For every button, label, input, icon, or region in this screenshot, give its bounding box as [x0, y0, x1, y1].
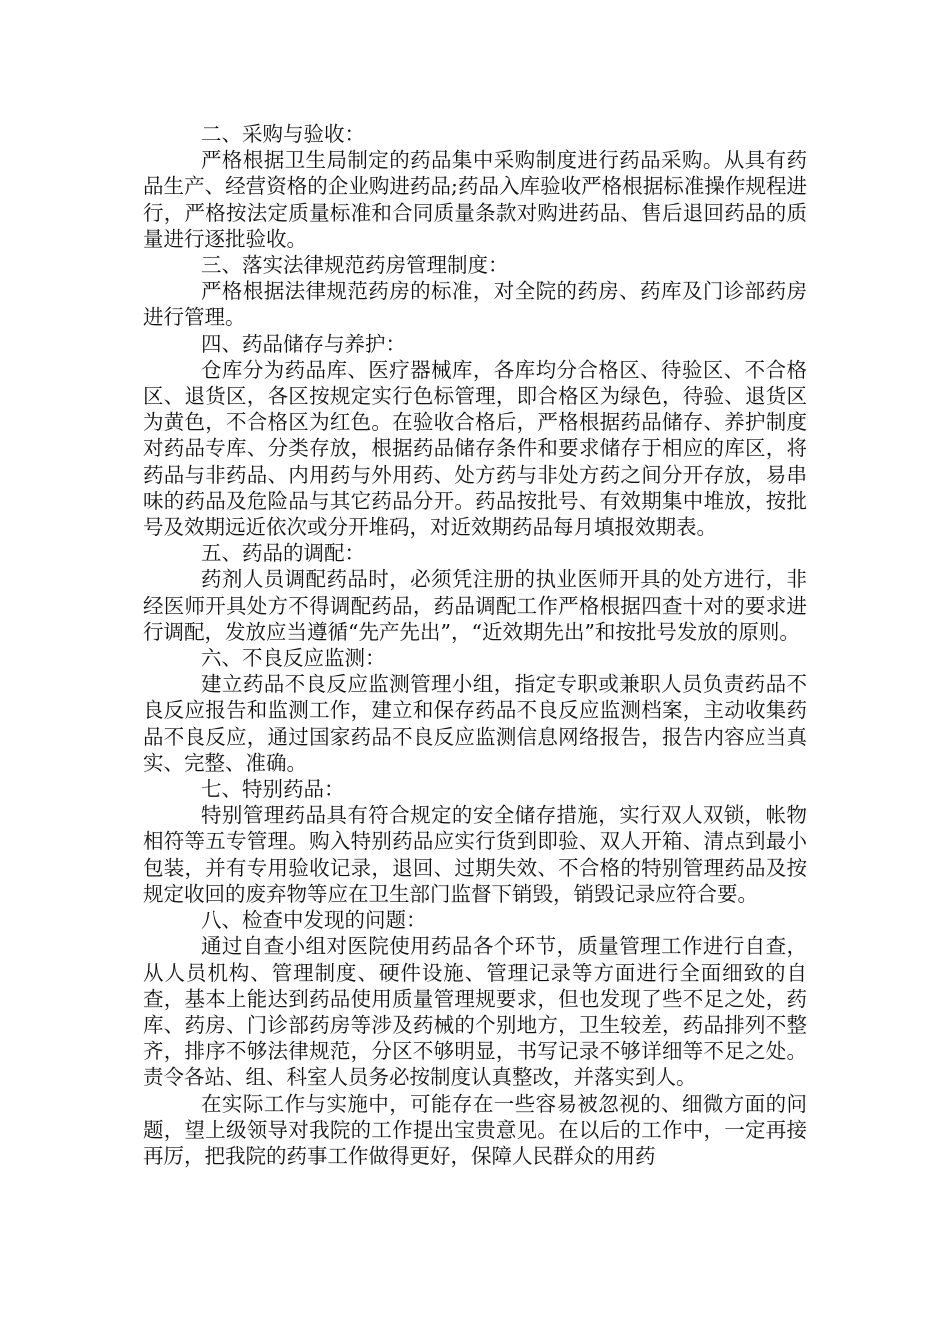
- paragraph-storage: 仓库分为药品库、医疗器械库，各库均分合格区、待验区、不合格区、退货区，各区按规定实行色标管理，即合格区为绿色，待验、退货区为黄色，不合格区为红色。在验收合格后，严格根据药品储存、养护制度对药品专库、分类存放，根据药品储存条件和要求储存于相应的库区，将药品与非药品、内用药与外用药、处方药与非处方药之间分开存放，易串味的药品及危险品与其它药品分开。药品按批号、有效期集中堆放，按批号及效期远近依次或分开堆码，对近效期药品每月填报效期表。: [143, 357, 807, 540]
- section-heading-issues: 八、检查中发现的问题：: [201, 908, 427, 933]
- paragraph-pharmacy-management: 严格根据法律规范药房的标准，对全院的药房、药库及门诊部药房进行管理。: [143, 279, 807, 330]
- section-heading-procurement: 二、采购与验收：: [201, 122, 365, 146]
- paragraph-procurement: 严格根据卫生局制定的药品集中采购制度进行药品采购。从具有药品生产、经营资格的企业购进药品;药品入库验收严格根据标准操作规程进行，严格按法定质量标准和合同质量条款对购进药品、售后退回药品的质量进行逐批验收。: [143, 148, 807, 251]
- paragraph-issues: 通过自查小组对医院使用药品各个环节，质量管理工作进行自查，从人员机构、管理制度、硬件设施、管理记录等方面进行全面细致的自查，基本上能达到药品使用质量管理规要求，但也发现了些不足之处，药库、药房、门诊部药房等涉及药械的个别地方，卫生较差，药品排列不整齐，排序不够法律规范，分区不够明显，书写记录不够详细等不足之处。责令各站、组、科室人员务必按制度认真整改，并落实到人。: [143, 934, 807, 1090]
- paragraph-special-drugs: 特别管理药品具有符合规定的安全储存措施，实行双人双锁，帐物相符等五专管理。购入特别药品应实行货到即验、双人开箱、清点到最小包装，并有专用验收记录，退回、过期失效、不合格的特别管理药品及按规定收回的废弃物等应在卫生部门监督下销毁，销毁记录应符合要。: [143, 803, 807, 906]
- paragraph-adverse-reaction: 建立药品不良反应监测管理小组，指定专职或兼职人员负责药品不良反应报告和监测工作，建立和保存药品不良反应监测档案，主动收集药品不良反应，通过国家药品不良反应监测信息网络报告，报告内容应当真实、完整、准确。: [143, 672, 807, 775]
- section-heading-adverse-reaction: 六、不良反应监测：: [201, 646, 386, 671]
- section-heading-storage: 四、药品储存与养护：: [201, 331, 406, 356]
- paragraph-dispensing: 药剂人员调配药品时，必须凭注册的执业医师开具的处方进行，非经医师开具处方不得调配药品，药品调配工作严格根据四查十对的要求进行调配，发放应当遵循“先产先出”，“近效期先出”和按批号发放的原则。: [143, 567, 807, 644]
- section-heading-special-drugs: 七、特别药品：: [201, 777, 345, 802]
- section-heading-dispensing: 五、药品的调配：: [201, 541, 365, 566]
- section-heading-pharmacy-management: 三、落实法律规范药房管理制度：: [201, 253, 509, 278]
- document-body: [143, 121, 807, 1169]
- paragraph-closing: 在实际工作与实施中，可能存在一些容易被忽视的、细微方面的问题，望上级领导对我院的工作提出宝贵意见。在以后的工作中，一定再接再厉，把我院的药事工作做得更好，保障人民群众的用药: [143, 1091, 807, 1168]
